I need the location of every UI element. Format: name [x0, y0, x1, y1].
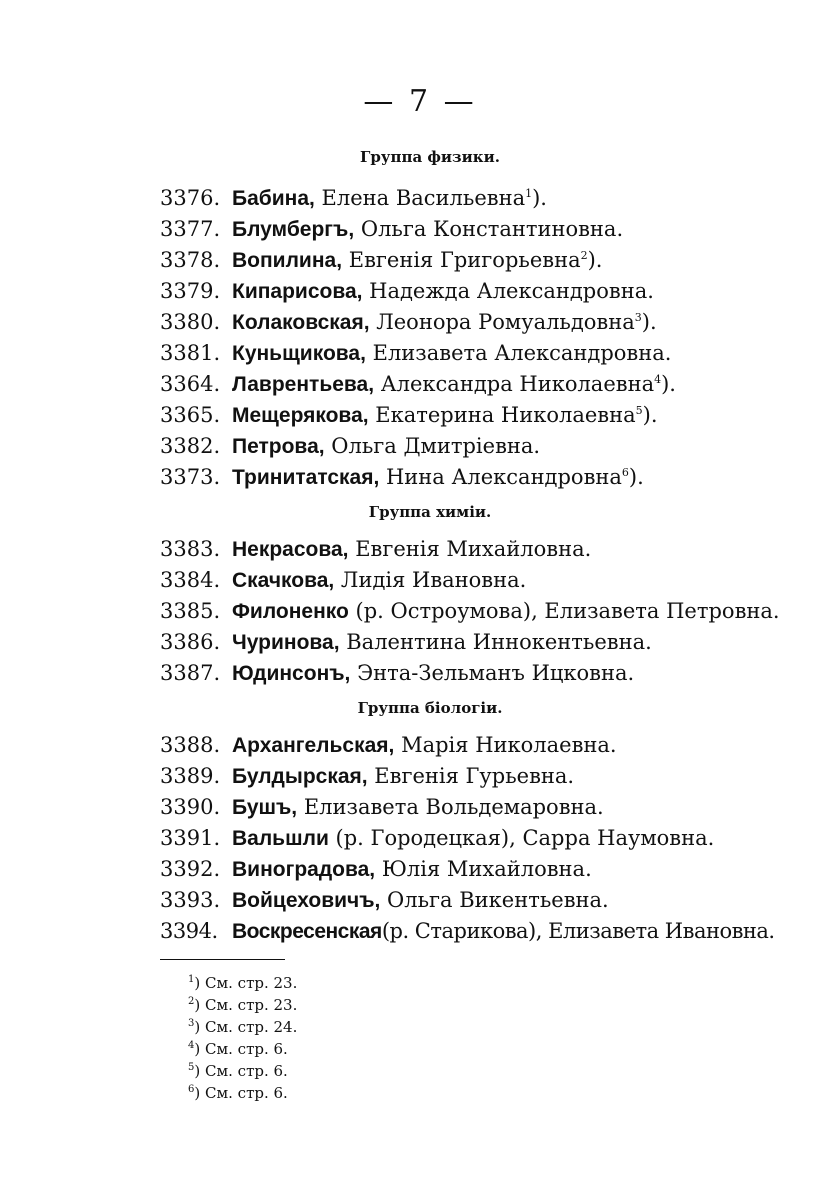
footnote-ref: 1	[525, 187, 533, 200]
entry-number: 3389.	[160, 764, 221, 788]
entry-name: Леонора Ромуальдовна	[376, 310, 635, 334]
footnote-ref: 2	[580, 249, 588, 262]
list-item	[160, 657, 634, 689]
entry-surname: Бушъ,	[232, 796, 298, 819]
entry-number: 3394.	[160, 919, 218, 943]
entry-surname: Булдырская,	[232, 765, 368, 788]
footnote	[188, 1079, 288, 1101]
list-item	[160, 364, 676, 396]
page-number: — 7 —	[363, 84, 477, 119]
entry-surname: Кипарисова,	[232, 280, 363, 303]
entry-surname: Петрова,	[232, 435, 325, 458]
entry-number: 3388.	[160, 733, 221, 757]
group-heading-chemistry: Группа химіи.	[368, 503, 492, 521]
entry-surname: Чуринова,	[232, 631, 340, 654]
footnote-divider	[160, 959, 285, 960]
list-item	[160, 595, 780, 627]
footnote	[188, 1057, 288, 1079]
entry-number: 3393.	[160, 888, 221, 912]
entry-surname: Виноградова,	[232, 858, 376, 881]
entry-number: 3378.	[160, 248, 221, 272]
footnote-text: ) См. стр. 6.	[194, 1062, 288, 1080]
entry-tail: ).	[587, 248, 603, 272]
footnote-mark: 1	[188, 974, 195, 985]
entry-number: 3390.	[160, 795, 221, 819]
entry-tail: ).	[532, 186, 547, 210]
list-item	[160, 760, 574, 792]
entry-surname: Некрасова,	[232, 538, 349, 561]
entry-name: Ольга Викентьевна.	[387, 888, 609, 912]
entry-surname: Филоненко	[232, 600, 349, 623]
footnote-mark: 4	[188, 1040, 195, 1051]
entry-number: 3379.	[160, 279, 221, 303]
list-item	[160, 271, 654, 303]
entry-surname: Юдинсонъ,	[232, 662, 351, 685]
entry-surname: Воскресенская	[232, 920, 382, 943]
entry-name: Энта-Зельманъ Ицковна.	[357, 661, 635, 685]
entry-surname: Войцеховичъ,	[232, 889, 381, 912]
list-item	[160, 626, 652, 658]
list-item	[160, 884, 609, 916]
footnote-text: ) См. стр. 23.	[194, 974, 298, 992]
entry-number: 3377.	[160, 217, 221, 241]
entry-tail: ).	[628, 465, 644, 489]
entry-number: 3386.	[160, 630, 221, 654]
entry-tail: ).	[642, 403, 658, 427]
entry-surname: Вальшли	[232, 827, 329, 850]
entry-tail: ).	[641, 310, 657, 334]
entry-name: (р. Старикова), Елизавета Ивановна.	[381, 919, 775, 943]
footnote-text: ) См. стр. 23.	[194, 996, 298, 1014]
entry-number: 3387.	[160, 661, 221, 685]
entry-number: 3382.	[160, 434, 221, 458]
footnote-mark: 5	[188, 1062, 195, 1073]
entry-number: 3383.	[160, 537, 221, 561]
entry-name: Екатерина Николаевна	[375, 403, 636, 427]
entry-name: Лидія Ивановна.	[340, 568, 527, 592]
entry-name: Елизавета Александровна.	[372, 341, 672, 365]
footnote-text: ) См. стр. 6.	[194, 1084, 288, 1102]
list-item	[160, 209, 623, 241]
list-item	[160, 915, 775, 947]
entry-number: 3384.	[160, 568, 221, 592]
footnote-mark: 2	[188, 996, 195, 1007]
entry-number: 3381.	[160, 341, 221, 365]
entry-tail: ).	[661, 372, 676, 396]
entry-name: Нина Александровна	[385, 465, 622, 489]
footnote-mark: 6	[188, 1084, 195, 1095]
list-item	[160, 564, 526, 596]
list-item	[160, 853, 592, 885]
entry-surname: Тринитатская,	[232, 466, 380, 489]
entry-name: Евгенія Гурьевна.	[374, 764, 575, 788]
list-item	[160, 822, 714, 854]
entry-name: Ольга Константиновна.	[360, 217, 624, 241]
footnote-text: ) См. стр. 6.	[194, 1040, 288, 1058]
group-heading-biology: Группа біологіи.	[357, 699, 503, 717]
entry-name: Валентина Иннокентьевна.	[346, 630, 652, 654]
entry-name: Евгенія Михайловна.	[355, 537, 592, 561]
entry-surname: Блумбергъ,	[232, 218, 355, 241]
footnote-text: ) См. стр. 24.	[194, 1018, 298, 1036]
list-item	[160, 240, 602, 272]
entry-surname: Лаврентьева,	[232, 373, 375, 396]
footnote-ref: 6	[621, 466, 629, 479]
footnote	[188, 969, 297, 991]
group-heading-physics: Группа физики.	[360, 148, 500, 166]
footnote-ref: 3	[634, 311, 642, 324]
list-item	[160, 178, 547, 210]
list-item	[160, 729, 617, 761]
entry-surname: Вопилина,	[232, 249, 343, 272]
list-item	[160, 533, 591, 565]
entry-surname: Куньщикова,	[232, 342, 366, 365]
entry-name: Елизавета Вольдемаровна.	[303, 795, 604, 819]
list-item	[160, 333, 671, 365]
entry-number: 3364.	[160, 372, 221, 396]
entry-surname: Бабина,	[232, 187, 315, 210]
entry-number: 3392.	[160, 857, 221, 881]
footnote-ref: 4	[654, 373, 662, 386]
footnote	[188, 991, 297, 1013]
entry-name: Евгенія Григорьевна	[348, 248, 581, 272]
entry-number: 3385.	[160, 599, 221, 623]
entry-name: (р. Городецкая), Сарра Наумовна.	[335, 826, 715, 850]
footnote	[188, 1013, 297, 1035]
entry-name: Надежда Александровна.	[369, 279, 654, 303]
entry-name: Ольга Дмитріевна.	[331, 434, 541, 458]
footnote-ref: 5	[635, 404, 643, 417]
list-item	[160, 395, 658, 427]
entry-number: 3380.	[160, 310, 221, 334]
footnote	[188, 1035, 288, 1057]
list-item	[160, 302, 657, 334]
entry-name: Марія Николаевна.	[401, 733, 617, 757]
list-item	[160, 457, 644, 489]
entry-surname: Мещерякова,	[232, 404, 369, 427]
entry-surname: Архангельская,	[232, 734, 395, 757]
entry-surname: Колаковская,	[232, 311, 370, 334]
entry-surname: Скачкова,	[232, 569, 335, 592]
entry-name: Александра Николаевна	[380, 372, 655, 396]
entry-name: (р. Остроумова), Елизавета Петровна.	[355, 599, 780, 623]
entry-name: Юлія Михайловна.	[381, 857, 592, 881]
list-item	[160, 426, 540, 458]
footnote-mark: 3	[188, 1018, 195, 1029]
entry-number: 3376.	[160, 186, 221, 210]
entry-number: 3365.	[160, 403, 221, 427]
entry-number: 3391.	[160, 826, 221, 850]
entry-number: 3373.	[160, 465, 221, 489]
entry-name: Елена Васильевна	[321, 186, 526, 210]
list-item	[160, 791, 604, 823]
